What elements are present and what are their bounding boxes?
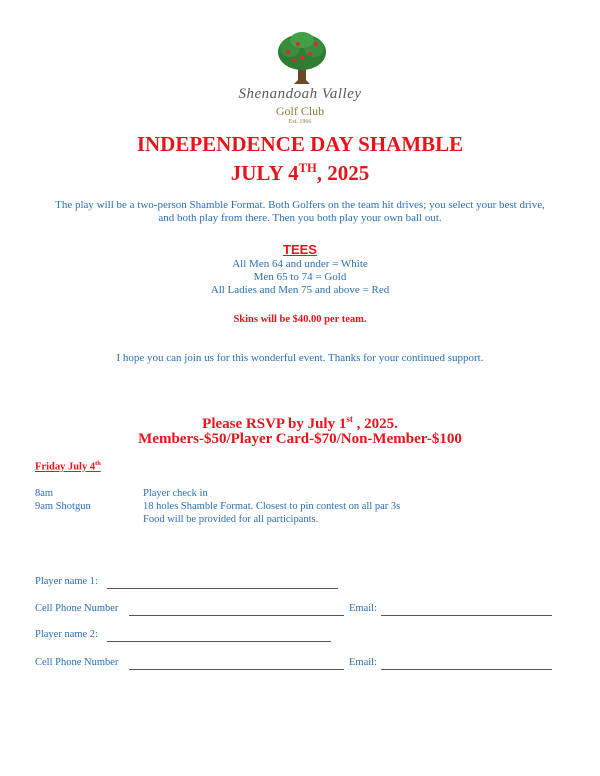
intro-line-1: The play will be a two-person Shamble Format. Both Golfers on the team hit drives; you select your best drive, xyxy=(55,199,545,211)
schedule-desc: Player check in xyxy=(143,488,208,499)
email-label: Email: xyxy=(349,657,377,668)
cell-phone-label: Cell Phone Number xyxy=(35,603,119,614)
pricing: Members-$50/Player Card-$70/Non-Member-$100 xyxy=(138,431,462,447)
schedule-time: 9am Shotgun xyxy=(35,501,91,512)
schedule-desc: 18 holes Shamble Format. Closest to pin contest on all par 3s xyxy=(143,501,401,512)
cell-phone-field[interactable] xyxy=(129,615,344,616)
email-label: Email: xyxy=(349,603,377,614)
cell-phone-label: Cell Phone Number xyxy=(35,657,119,668)
schedule-time: 8am xyxy=(35,488,54,499)
tree-logo-icon xyxy=(272,30,332,88)
golf-club-text: Golf Club xyxy=(275,104,325,118)
tees-heading: TEES xyxy=(283,242,317,257)
player1-label: Player name 1: xyxy=(35,576,98,587)
email-field[interactable] xyxy=(381,615,552,616)
player2-field[interactable] xyxy=(107,641,331,642)
skins-note: Skins will be $40.00 per team. xyxy=(233,314,367,325)
established-text: Est. 1966 xyxy=(288,119,312,125)
player1-field[interactable] xyxy=(107,588,338,589)
tee-item: Men 65 to 74 = Gold xyxy=(253,271,347,283)
closing-text: I hope you can join us for this wonderful event. Thanks for your continued support. xyxy=(116,352,484,364)
intro-line-2: and both play from there. Then you both play your own ball out. xyxy=(158,212,442,224)
event-date: JULY 4TH, 2025 xyxy=(230,161,370,185)
cell-phone-field[interactable] xyxy=(129,669,344,670)
schedule-heading: Friday July 4th xyxy=(35,460,101,473)
event-title: INDEPENDENCE DAY SHAMBLE xyxy=(136,132,464,156)
schedule-desc: Food will be provided for all participants. xyxy=(143,514,319,525)
email-field[interactable] xyxy=(381,669,552,670)
rsvp-deadline: Please RSVP by July 1st , 2025. xyxy=(202,414,398,432)
club-name: Shenandoah Valley xyxy=(238,86,362,102)
tee-item: All Ladies and Men 75 and above = Red xyxy=(210,284,390,296)
tee-item: All Men 64 and under = White xyxy=(232,258,368,270)
player2-label: Player name 2: xyxy=(35,629,98,640)
